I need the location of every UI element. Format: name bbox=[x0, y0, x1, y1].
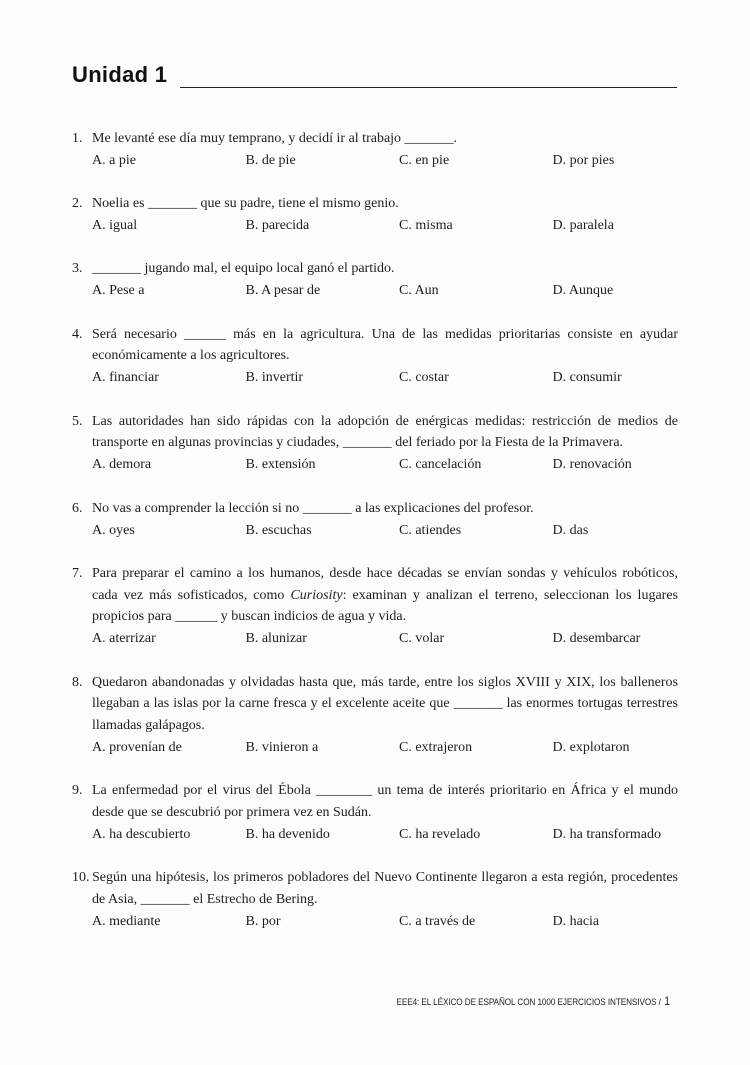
answer-option: B. alunizar bbox=[245, 631, 307, 646]
answer-option: C. extrajeron bbox=[399, 739, 473, 755]
question-text-part: Curiosity bbox=[290, 587, 343, 603]
answer-option: D. renovación bbox=[552, 457, 632, 472]
question-number: 8. bbox=[72, 674, 83, 690]
question-item bbox=[72, 193, 678, 237]
question-text bbox=[92, 258, 678, 280]
answer-option: B. parecida bbox=[245, 217, 310, 233]
answer-option: A. mediante bbox=[92, 913, 161, 929]
question-text-part: Quedaron abandonadas y olvidadas hasta que, más tarde, entre los siglos XVIII y XIX, los balleneros llegaban a las islas por la carne fresca y el excelente aceite que _______ las enormes tortugas terrestres llamadas galápagos. bbox=[92, 674, 678, 733]
answer-option: B. escuchas bbox=[245, 522, 312, 538]
answer-option: D. desembarcar bbox=[552, 631, 641, 646]
question-text-part: Noelia es _______ que su padre, tiene el mismo genio. bbox=[92, 195, 399, 211]
answer-option: C. costar bbox=[399, 370, 449, 385]
question-text bbox=[92, 128, 678, 150]
answer-options bbox=[92, 280, 678, 302]
question-text-part: No vas a comprender la lección si no _______ a las explicaciones del profesor. bbox=[92, 500, 534, 516]
answer-option: A. a pie bbox=[92, 153, 136, 168]
answer-option: C. misma bbox=[399, 217, 453, 233]
question-text-part: : examinan y analizan el terreno, seleccionan los lugares propicios para ______ y buscan indicios de agua y vida. bbox=[92, 587, 678, 624]
answer-option: B. A pesar de bbox=[245, 283, 321, 298]
answer-option: C. volar bbox=[399, 631, 445, 646]
answer-options bbox=[92, 520, 678, 542]
answer-option: A. demora bbox=[92, 457, 152, 472]
question-number: 4. bbox=[72, 326, 83, 342]
answer-option: C. Aun bbox=[399, 283, 439, 298]
answer-options bbox=[92, 911, 678, 933]
question-item bbox=[72, 128, 678, 172]
question-text bbox=[92, 324, 678, 367]
question-item bbox=[72, 563, 678, 650]
question-text-part: La enfermedad por el virus del Ébola ________ un tema de interés prioritario en África y el mundo desde que se descubrió por primera vez en Sudán. bbox=[92, 783, 678, 820]
answer-option: D. consumir bbox=[552, 370, 622, 385]
question-number: 7. bbox=[72, 566, 83, 581]
answer-option: B. vinieron a bbox=[245, 739, 319, 755]
question-text-part: _______ jugando mal, el equipo local ganó el partido. bbox=[92, 261, 395, 276]
unit-header bbox=[72, 62, 677, 92]
page-number: 1 bbox=[664, 994, 670, 1008]
answer-option: D. ha transformado bbox=[552, 826, 661, 842]
answer-option: A. aterrizar bbox=[92, 631, 156, 646]
question-text-part: Según una hipótesis, los primeros pobladores del Nuevo Continente llegaron a esta región, procedentes de Asia, _______ el Estrecho de Bering. bbox=[92, 870, 678, 907]
answer-options bbox=[92, 367, 678, 389]
answer-options bbox=[92, 737, 678, 759]
answer-option: A. igual bbox=[92, 217, 138, 233]
question-item bbox=[72, 258, 678, 302]
question-text bbox=[92, 563, 678, 628]
answer-options bbox=[92, 215, 678, 237]
answer-option: A. ha descubierto bbox=[92, 826, 191, 842]
answer-option: D. Aunque bbox=[552, 283, 614, 298]
answer-options bbox=[92, 628, 678, 650]
answer-option: C. ha revelado bbox=[399, 826, 481, 842]
question-list bbox=[72, 128, 678, 932]
question-item bbox=[72, 411, 678, 476]
answer-options bbox=[92, 454, 678, 476]
question-item bbox=[72, 324, 678, 389]
answer-option: C. a través de bbox=[399, 913, 476, 929]
answer-option: D. por pies bbox=[552, 153, 615, 168]
answer-option: D. paralela bbox=[552, 217, 614, 233]
question-number: 6. bbox=[72, 500, 83, 516]
answer-option: C. atiendes bbox=[399, 522, 462, 538]
question-item bbox=[72, 867, 678, 932]
answer-option: C. cancelación bbox=[399, 457, 482, 472]
question-number: 1. bbox=[72, 131, 83, 146]
question-text bbox=[92, 672, 678, 737]
question-number: 3. bbox=[72, 261, 83, 276]
question-text bbox=[92, 411, 678, 454]
answer-option: A. oyes bbox=[92, 522, 135, 538]
question-number: 10. bbox=[72, 870, 90, 885]
answer-options bbox=[92, 824, 678, 846]
answer-option: C. en pie bbox=[399, 153, 450, 168]
answer-option: A. financiar bbox=[92, 370, 159, 385]
question-number: 9. bbox=[72, 783, 83, 798]
question-text-part: Las autoridades han sido rápidas con la adopción de enérgicas medidas: restricción de medios de transporte en algunas provincias y ciudades, _______ del feriado por la Fiesta de la Primavera. bbox=[92, 413, 678, 450]
footer-text: EEE4: EL LÉXICO DE ESPAÑOL CON 1000 EJERCICIOS INTENSIVOS / bbox=[396, 997, 661, 1008]
question-text-part: Será necesario ______ más en la agricultura. Una de las medidas prioritarias consiste en ayudar económicamente a los agricultores. bbox=[92, 326, 678, 363]
question-number: 2. bbox=[72, 195, 83, 211]
question-text-part: Me levanté ese día muy temprano, y decidí ir al trabajo _______. bbox=[92, 131, 458, 146]
answer-option: D. das bbox=[552, 522, 589, 538]
answer-option: B. ha devenido bbox=[245, 826, 330, 842]
question-text bbox=[92, 193, 678, 215]
question-text-part: Para preparar el camino a los humanos, desde hace décadas se envían sondas y vehículos robóticos, cada vez más sofisticados, como bbox=[92, 566, 678, 603]
question-text bbox=[92, 780, 678, 823]
answer-option: B. extensión bbox=[245, 457, 316, 472]
unit-title: Unidad 1 bbox=[72, 62, 168, 87]
question-text bbox=[92, 498, 678, 520]
answer-option: B. invertir bbox=[245, 370, 304, 385]
answer-option: A. Pese a bbox=[92, 283, 145, 298]
header-rule bbox=[180, 87, 677, 88]
answer-option: D. explotaron bbox=[552, 739, 630, 755]
question-number: 5. bbox=[72, 413, 83, 429]
page-footer bbox=[397, 994, 670, 1008]
answer-option: B. de pie bbox=[245, 153, 296, 168]
answer-option: D. hacia bbox=[552, 913, 600, 929]
answer-options bbox=[92, 150, 678, 172]
answer-option: A. provenían de bbox=[92, 739, 182, 755]
question-text bbox=[92, 867, 678, 910]
question-item bbox=[72, 672, 678, 759]
question-item bbox=[72, 498, 678, 542]
answer-option: B. por bbox=[245, 913, 281, 929]
question-item bbox=[72, 780, 678, 845]
